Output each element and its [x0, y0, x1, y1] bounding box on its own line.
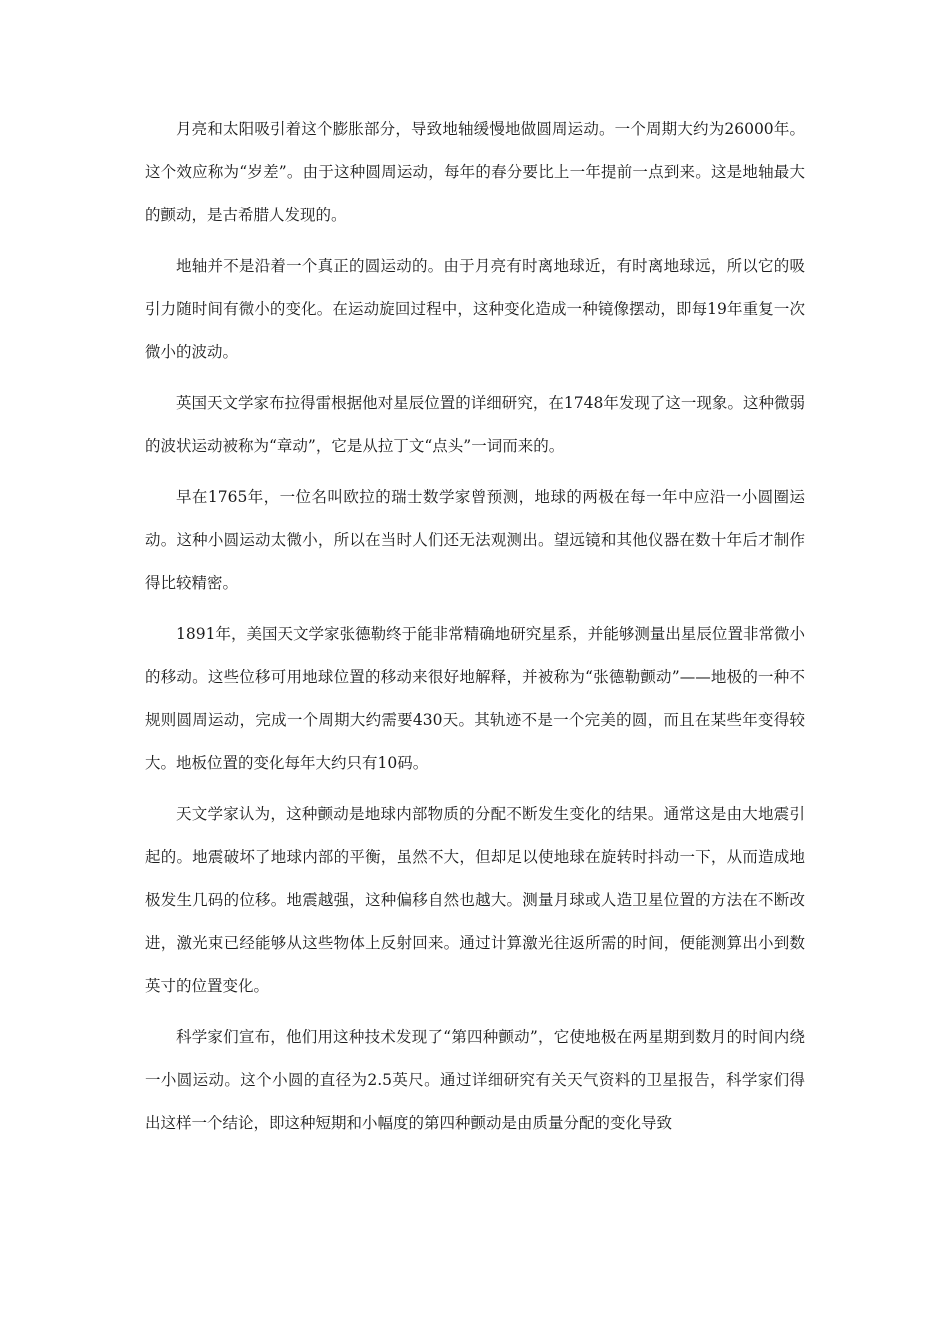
paragraph-fourth-wobble: 科学家们宣布，他们用这种技术发现了“第四种颤动”，它使地极在两星期到数月的时间内绕一小圆运动。这个小圆的直径为2.5英尺。通过详细研究有关天气资料的卫星报告，科学家们得出这样一个结论，即这种短期和小幅度的第四种颤动是由质量分配的变化导致 — [145, 1028, 805, 1132]
paragraph-euler-prediction: 早在1765年，一位名叫欧拉的瑞士数学家曾预测，地球的两极在每一年中应沿一小圆圈运动。这种小圆运动太微小，所以在当时人们还无法观测出。望远镜和其他仪器在数十年后才制作得比较精密。 — [145, 488, 805, 592]
paragraph-chandler-wobble: 1891年，美国天文学家张德勒终于能非常精确地研究星系，并能够测量出星辰位置非常微小的移动。这些位移可用地球位置的移动来很好地解释，并被称为“张德勒颤动”——地极的一种不规则圆周运动，完成一个周期大约需要430天。其轨迹不是一个完美的圆，而且在某些年变得较大。地板位置的变化每年大约只有10码。 — [145, 625, 805, 772]
paragraph-nutation: 英国天文学家布拉得雷根据他对星辰位置的详细研究，在1748年发现了这一现象。这种微弱的波状运动被称为“章动”，它是从拉丁文“点头”一词而来的。 — [145, 394, 805, 455]
paragraph-earthquake-cause: 天文学家认为，这种颤动是地球内部物质的分配不断发生变化的结果。通常这是由大地震引起的。地震破坏了地球内部的平衡，虽然不大，但却足以使地球在旋转时抖动一下，从而造成地极发生几码的位移。地震越强，这种偏移自然也越大。测量月球或人造卫星位置的方法在不断改进，激光束已经能够从这些物体上反射回来。通过计算激光往返所需的时间，便能测算出小到数英寸的位置变化。 — [145, 805, 805, 995]
document-body — [145, 108, 805, 1145]
paragraph-nineteen-year-wobble: 地轴并不是沿着一个真正的圆运动的。由于月亮有时离地球近，有时离地球远，所以它的吸引力随时间有微小的变化。在运动旋回过程中，这种变化造成一种镜像摆动，即每19年重复一次微小的波动。 — [145, 257, 805, 361]
paragraph-precession: 月亮和太阳吸引着这个膨胀部分，导致地轴缓慢地做圆周运动。一个周期大约为26000年。这个效应称为“岁差”。由于这种圆周运动，每年的春分要比上一年提前一点到来。这是地轴最大的颤动，是古希腊人发现的。 — [145, 120, 805, 224]
